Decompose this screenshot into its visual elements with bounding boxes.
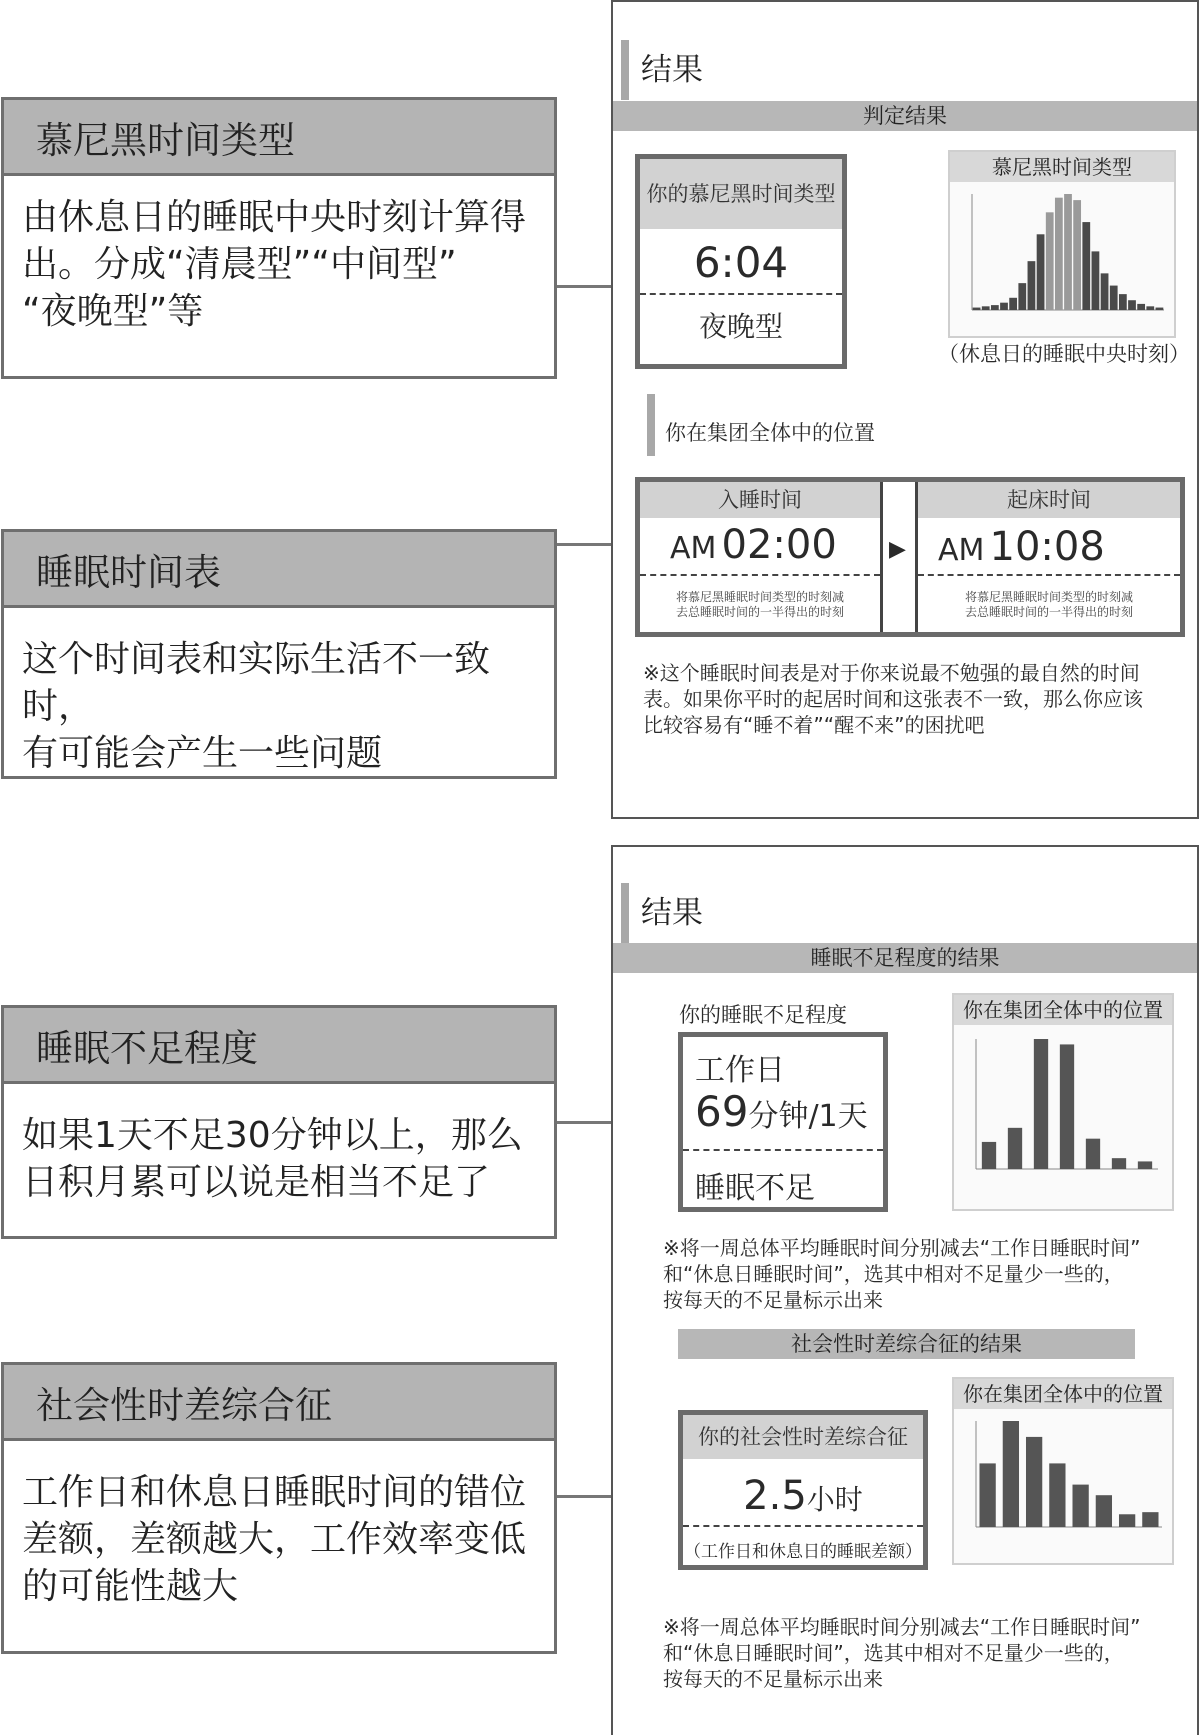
deficit-chart [952, 993, 1174, 1211]
callout-sleep-deficit [1, 1005, 557, 1239]
wake-time-note [918, 590, 1180, 620]
wake-clock: 10:08 [989, 524, 1105, 570]
deficit-box [678, 1032, 888, 1212]
deficit-weekday: 工作日 [695, 1053, 785, 1088]
deficit-bar [982, 1142, 996, 1169]
callout-jetlag-line-1: 工作日和休息日睡眠时间的错位 [22, 1472, 527, 1513]
munich-bar [1028, 261, 1036, 310]
munich-bar [1092, 251, 1100, 310]
jetlag-bar [1142, 1512, 1158, 1527]
sleep-divider [640, 574, 880, 576]
munich-type-divider [640, 293, 842, 295]
jetlag-header: 你的社会性时差综合征 [683, 1415, 923, 1459]
callout-schedule-text [4, 608, 554, 777]
callout-munich-line-1: 由休息日的睡眠中央时刻计算得 [22, 197, 527, 238]
jetlag-bar [1119, 1514, 1135, 1527]
munich-bar [1110, 286, 1118, 310]
panel-2-title: 结果 [621, 887, 703, 932]
munich-bar [973, 308, 981, 310]
deficit-bar [1060, 1044, 1074, 1169]
munich-bar [982, 306, 990, 310]
callout-jetlag-line-2: 差额，差额越大，工作效率变低 [22, 1519, 527, 1560]
munich-type-box [635, 154, 847, 369]
jetlag-chart [952, 1377, 1174, 1565]
deficit-bar [1034, 1039, 1048, 1169]
munich-bar [1064, 194, 1072, 310]
sleep-time-note [640, 590, 880, 620]
jetlag-caption: （工作日和休息日的睡眠差额） [684, 1542, 922, 1562]
deficit-bar [1138, 1161, 1152, 1169]
wake-ampm: AM [938, 533, 985, 568]
sleep-clock: 02:00 [721, 522, 837, 568]
deficit-chart-plot [954, 1027, 1172, 1211]
deficit-divider [683, 1149, 883, 1151]
deficit-note-line-3: 按每天的不足量标示出来 [663, 1288, 883, 1312]
jetlag-bar [1072, 1485, 1088, 1527]
wake-time-label: 起床时间 [918, 482, 1180, 518]
deficit-chart-title: 你在集团全体中的位置 [954, 995, 1172, 1025]
jetlag-unit: 小时 [806, 1483, 863, 1516]
munich-bar [991, 305, 999, 310]
callout-schedule-line-1: 这个时间表和实际生活不一致时， [22, 639, 491, 727]
deficit-bar [1086, 1139, 1100, 1169]
position-label-bar [647, 394, 655, 456]
jetlag-note-line-1: ※将一周总体平均睡眠时间分别减去“工作日睡眠时间” [663, 1615, 1141, 1639]
callout-sleep-schedule [1, 529, 557, 779]
wake-time-cell [918, 482, 1180, 632]
jetlag-bar [1049, 1463, 1065, 1527]
schedule-footnote [643, 660, 1199, 738]
arrow-icon: ▶ [889, 537, 906, 562]
deficit-bar [1112, 1158, 1126, 1169]
munich-bar [1137, 304, 1145, 310]
deficit-number: 69 [695, 1087, 749, 1136]
munich-bar [1037, 234, 1045, 310]
callout-deficit-line-2: 日积月累可以说是相当不足了 [22, 1162, 491, 1203]
schedule-box [635, 477, 1185, 637]
sleep-note-line-2: 去总睡眠时间的一半得出的时刻 [675, 605, 844, 619]
panel-2-band-deficit: 睡眠不足程度的结果 [613, 943, 1197, 973]
munich-bar [1101, 273, 1109, 310]
callout-schedule-line-2: 有可能会产生一些问题 [22, 733, 383, 774]
munich-bar [1018, 283, 1026, 310]
callout-deficit-text [4, 1084, 554, 1206]
jetlag-note-line-2: 和“休息日睡眠时间”，选其中相对不足量少一些的， [663, 1641, 1124, 1665]
sleep-time-cell [640, 482, 880, 632]
jetlag-box [678, 1410, 928, 1570]
schedule-footnote-line-3: 比较容易有“睡不着”“醒不来”的困扰吧 [643, 713, 985, 737]
callout-deficit-line-1: 如果1天不足30分钟以上，那么 [22, 1115, 523, 1156]
munich-type-label: 夜晚型 [698, 310, 783, 343]
jetlag-note [663, 1614, 1200, 1692]
schedule-footnote-line-1: ※这个睡眠时间表是对于你来说最不勉强的最自然的时间 [643, 661, 1140, 685]
callout-munich-line-2: 出。分成“清晨型”“中间型” [22, 244, 457, 285]
wake-divider [918, 574, 1180, 576]
wake-time-value [938, 524, 1105, 570]
jetlag-value [683, 1473, 923, 1519]
munich-bar [1156, 308, 1164, 310]
panel-1-title: 结果 [621, 44, 703, 89]
panel-1-band: 判定结果 [613, 101, 1197, 131]
munich-type-value: 6:04 [693, 238, 789, 287]
deficit-unit: 分钟/1天 [748, 1099, 868, 1134]
sleep-time-label: 入睡时间 [640, 482, 880, 518]
wake-note-line-2: 去总睡眠时间的一半得出的时刻 [964, 605, 1133, 619]
callout-jetlag-text [4, 1441, 554, 1610]
deficit-label: 睡眠不足 [695, 1171, 815, 1206]
sleep-note-line-1: 将慕尼黑睡眠时间类型的时刻减 [675, 590, 844, 604]
munich-bar [1009, 298, 1017, 310]
munich-bar [1055, 198, 1063, 310]
deficit-note-line-2: 和“休息日睡眠时间”，选其中相对不足量少一些的， [663, 1262, 1124, 1286]
munich-bar [1119, 294, 1127, 310]
result-panel-2 [611, 845, 1199, 1735]
munich-chart [948, 150, 1176, 338]
munich-chart-title: 慕尼黑时间类型 [950, 152, 1174, 182]
panel-2-band-jetlag: 社会性时差综合征的结果 [678, 1329, 1135, 1359]
munich-bar [1128, 300, 1136, 310]
sleep-time-value [670, 522, 837, 568]
schedule-separator [880, 482, 918, 632]
deficit-bar [1008, 1128, 1022, 1169]
result-panel-1 [611, 0, 1199, 819]
jetlag-note-line-3: 按每天的不足量标示出来 [663, 1667, 883, 1691]
deficit-note [663, 1235, 1200, 1313]
callout-jetlag-line-3: 的可能性越大 [22, 1566, 239, 1607]
callout-social-jetlag [1, 1362, 557, 1654]
position-label: 你在集团全体中的位置 [665, 421, 875, 445]
callout-deficit-heading: 睡眠不足程度 [4, 1008, 554, 1084]
munich-chart-caption: （休息日的睡眠中央时刻） [938, 342, 1190, 366]
deficit-note-line-1: ※将一周总体平均睡眠时间分别减去“工作日睡眠时间” [663, 1236, 1141, 1260]
jetlag-chart-plot [954, 1411, 1172, 1565]
deficit-value [695, 1087, 868, 1136]
callout-munich-heading: 慕尼黑时间类型 [4, 100, 554, 176]
jetlag-divider [683, 1525, 923, 1527]
jetlag-bar [1003, 1421, 1019, 1527]
sleep-ampm: AM [670, 531, 717, 566]
wake-note-line-1: 将慕尼黑睡眠时间类型的时刻减 [964, 590, 1133, 604]
callout-schedule-heading: 睡眠时间表 [4, 532, 554, 608]
jetlag-bar [1096, 1495, 1112, 1527]
munich-chart-plot [950, 184, 1174, 340]
munich-type-header: 你的慕尼黑时间类型 [640, 159, 842, 229]
munich-bar [1000, 303, 1008, 310]
jetlag-number: 2.5 [743, 1473, 807, 1519]
munich-bar [1046, 212, 1054, 310]
callout-munich-line-3: “夜晚型”等 [22, 291, 204, 332]
schedule-footnote-line-2: 表。如果你平时的起居时间和这张表不一致，那么你应该 [643, 687, 1143, 711]
jetlag-bar [979, 1463, 995, 1527]
munich-bar [1082, 222, 1090, 310]
deficit-caption: 你的睡眠不足程度 [679, 1003, 847, 1027]
callout-munich-text [4, 176, 554, 335]
callout-munich-type [1, 97, 557, 379]
callout-jetlag-heading: 社会性时差综合征 [4, 1365, 554, 1441]
munich-bar [1073, 200, 1081, 310]
jetlag-bar [1026, 1437, 1042, 1527]
munich-bar [1146, 306, 1154, 310]
jetlag-chart-title: 你在集团全体中的位置 [954, 1379, 1172, 1409]
